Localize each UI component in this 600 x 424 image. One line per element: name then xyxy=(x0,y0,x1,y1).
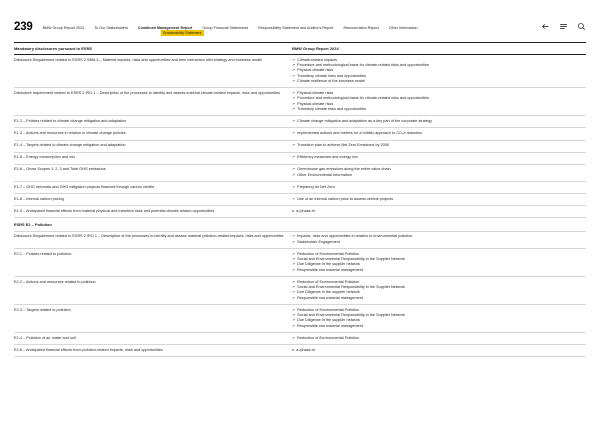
reference-link[interactable]: ↗ Physical climate risks xyxy=(292,102,582,107)
reference-link-list xyxy=(292,91,582,112)
reference-link-list xyxy=(292,155,582,160)
reference-link-list xyxy=(292,252,582,273)
nav-item-financial-statements[interactable]: Group Financial Statements xyxy=(202,25,249,30)
reference-link[interactable]: ↗ Greenhouse gas emissions along the entire value chain xyxy=(292,167,582,172)
cell-report-reference xyxy=(292,116,586,128)
table-row xyxy=(14,277,586,305)
cell-disclosure-requirement: E1-8 – Internal carbon pricing xyxy=(14,194,292,206)
table-row xyxy=(14,55,586,88)
table-row xyxy=(14,88,586,116)
cell-disclosure-requirement: E2-6 – Anticipated financial effects from pollution-related impacts, risks and opportunities xyxy=(14,345,292,357)
reference-link[interactable]: ↗ Climate-related impacts xyxy=(292,58,582,63)
table-row xyxy=(14,231,586,248)
reference-link[interactable]: ↗ Procedure and methodological basis for climate-related risks and opportunities xyxy=(292,96,582,101)
nav-item-responsibility-statement[interactable]: Responsibility Statement and Auditor's Report xyxy=(258,25,334,30)
reference-link[interactable]: ↗ Implemented actions and metrics for a holistic approach to CO₂e reduction xyxy=(292,131,582,136)
reference-link[interactable]: ↗ Procedure and methodological basis for climate-related risks and opportunities xyxy=(292,63,582,68)
table-header-row xyxy=(14,43,586,55)
reference-link-list xyxy=(292,197,582,202)
column-header-report: BMW Group Report 2024 xyxy=(292,43,586,55)
cell-disclosure-requirement: Disclosure Requirement related to ESRS 2 SBM-3 – Material impacts, risks and opportunities and their interaction with strategy and business model xyxy=(14,55,292,88)
table-body xyxy=(14,55,586,357)
reference-link-list xyxy=(292,185,582,190)
cell-report-reference xyxy=(292,55,586,88)
cell-disclosure-requirement: E2-4 – Pollution of air, water and soil xyxy=(14,333,292,345)
document-header xyxy=(0,0,600,42)
cell-report-reference xyxy=(292,152,586,164)
reference-link-list xyxy=(292,280,582,301)
table-container xyxy=(0,42,600,357)
page-number: 239 xyxy=(14,20,33,33)
cell-disclosure-requirement: ESRS E2 – Pollution xyxy=(14,218,292,231)
cell-disclosure-requirement: E1-6 – Gross Scopes 1, 2, 3 and Total GHG emissions xyxy=(14,164,292,181)
column-header-esrs: Mandatory disclosures pursuant to ESRS xyxy=(14,43,292,55)
cell-disclosure-requirement: E1-3 – Actions and resources in relation to climate change policies xyxy=(14,128,292,140)
cell-disclosure-requirement: E2-3 – Targets related to pollution xyxy=(14,305,292,333)
cell-report-reference xyxy=(292,345,586,357)
reference-link-list xyxy=(292,58,582,85)
cell-report-reference xyxy=(292,231,586,248)
cell-report-reference xyxy=(292,305,586,333)
reference-link[interactable]: ↗ Social and Environmental Responsibility in the Supplier Network xyxy=(292,313,582,318)
reference-link-list xyxy=(292,234,582,245)
table-row xyxy=(14,116,586,128)
menu-icon[interactable] xyxy=(559,22,568,31)
reference-link[interactable]: ↗ Due Diligence in the supplier network xyxy=(292,318,582,323)
table-row xyxy=(14,345,586,357)
cell-report-reference xyxy=(292,140,586,152)
nav-item-stakeholders[interactable]: To Our Stakeholders xyxy=(94,25,128,30)
cell-report-reference xyxy=(292,206,586,218)
reference-link-list xyxy=(292,143,582,148)
reference-link[interactable]: ↗ Reduction of Environmental Pollution xyxy=(292,308,582,313)
reference-link[interactable]: ↗ Social and Environmental Responsibility in the Supplier Network xyxy=(292,257,582,262)
cell-disclosure-requirement: E1-7 – GHG removals and GHG mitigation projects financed through carbon credits xyxy=(14,182,292,194)
reference-link[interactable]: ↗ Reduction of Environmental Pollution xyxy=(292,252,582,257)
reference-link[interactable]: ↗ Use of an internal carbon price to assess vehicle projects xyxy=(292,197,582,202)
reference-link[interactable]: ↗ Efficiency measures and energy mix xyxy=(292,155,582,160)
nav-subitem-sustainability-statement[interactable]: Sustainability Statement xyxy=(163,31,202,35)
reference-link[interactable]: ↗ Physical climate risks xyxy=(292,91,582,96)
cell-disclosure-requirement: E2-2 – Actions and resources related to pollution xyxy=(14,277,292,305)
reference-link[interactable]: ↗ Other Environmental Information xyxy=(292,173,582,178)
breadcrumb-nav xyxy=(43,25,533,31)
cell-disclosure-requirement: E1-4 – Targets related to climate change mitigation and adaptation xyxy=(14,140,292,152)
cell-report-reference xyxy=(292,128,586,140)
reference-link[interactable]: ↗ Impacts, risks and opportunities in relation to environmental pollution xyxy=(292,234,582,239)
reference-link-list xyxy=(292,308,582,329)
reference-link[interactable]: ↗ Transition plan to achieve Net Zero Emissions by 2050 xyxy=(292,143,582,148)
search-icon[interactable] xyxy=(577,22,586,31)
cell-report-reference xyxy=(292,218,586,231)
cell-disclosure-requirement: E2-1 – Policies related to pollution xyxy=(14,249,292,277)
reference-link[interactable]: ↗ Responsible raw material management xyxy=(292,268,582,273)
reference-text: n. a./phase-in xyxy=(291,208,315,213)
table-row xyxy=(14,305,586,333)
reference-link[interactable]: ↗ Responsible raw material management xyxy=(292,296,582,301)
cell-disclosure-requirement: Disclosure Requirement related to ESRS 2 IRO-1 – Description of the processes to identify and assess material pollution-related impacts, risks and opportunities xyxy=(14,231,292,248)
reference-link[interactable]: ↗ Due Diligence in the supplier network xyxy=(292,290,582,295)
table-row xyxy=(14,206,586,218)
cell-disclosure-requirement: E1-9 – Anticipated financial effects from material physical and transition risks and potential climate-related opportunities xyxy=(14,206,292,218)
reference-link-list xyxy=(292,119,582,124)
reference-link[interactable]: ↗ Preparing for Net Zero xyxy=(292,185,582,190)
cell-report-reference xyxy=(292,249,586,277)
cell-report-reference xyxy=(292,164,586,181)
reference-link[interactable]: ↗ Reduction of Environmental Pollution xyxy=(292,280,582,285)
reference-text: n. a./phase-in xyxy=(291,347,315,352)
nav-item-other-information[interactable]: Other Information xyxy=(388,25,418,30)
reference-link[interactable]: ↗ Transitory climate risks and opportunities xyxy=(292,107,582,112)
nav-item-remuneration-report[interactable]: Remuneration Report xyxy=(343,25,379,30)
esrs-disclosure-table xyxy=(14,42,586,357)
reference-link[interactable]: ↗ Physical climate risks xyxy=(292,68,582,73)
cell-disclosure-requirement: E1-5 – Energy consumption and mix xyxy=(14,152,292,164)
reference-link[interactable]: ↗ Stakeholder Engagement xyxy=(292,240,582,245)
table-row xyxy=(14,140,586,152)
cell-report-reference xyxy=(292,88,586,116)
table-row xyxy=(14,182,586,194)
nav-item-management-report[interactable]: Combined Management Report xyxy=(137,25,193,30)
cell-disclosure-requirement: E1-2 – Policies related to climate change mitigation and adaptation xyxy=(14,116,292,128)
table-row xyxy=(14,164,586,181)
table-row xyxy=(14,152,586,164)
cell-report-reference xyxy=(292,333,586,345)
table-row xyxy=(14,333,586,345)
header-icon-group xyxy=(541,22,586,33)
nav-item-report[interactable]: BMW Group Report 2024 xyxy=(42,25,85,30)
cell-report-reference xyxy=(292,194,586,206)
reference-link[interactable]: ↗ Climate change mitigation and adaptation as a key part of the corporate strategy xyxy=(292,119,582,124)
table-section-row xyxy=(14,218,586,231)
table-row xyxy=(14,128,586,140)
reference-link-list xyxy=(292,167,582,178)
reference-link[interactable]: ↗ Social and Environmental Responsibility in the Supplier Network xyxy=(292,285,582,290)
table-row xyxy=(14,249,586,277)
cell-report-reference xyxy=(292,277,586,305)
table-row xyxy=(14,194,586,206)
reference-link[interactable]: ↗ Responsible raw material management xyxy=(292,324,582,329)
reference-link[interactable]: ↗ Transitory climate risks and opportunities xyxy=(292,74,582,79)
cell-disclosure-requirement: Disclosure requirement related to ESRS 2 IRO-1 – Description of the processes to identify and assess material climate-related impacts, risks and opportunities xyxy=(14,88,292,116)
reference-link[interactable]: ↗ Climate resilience of the business model xyxy=(292,79,582,84)
arrow-left-icon[interactable] xyxy=(541,22,550,31)
reference-link[interactable]: ↗ Reduction of Environmental Pollution xyxy=(292,336,582,341)
cell-report-reference xyxy=(292,182,586,194)
reference-link-list xyxy=(292,336,582,341)
reference-link[interactable]: ↗ Due Diligence in the supplier network xyxy=(292,262,582,267)
reference-link-list xyxy=(292,131,582,136)
